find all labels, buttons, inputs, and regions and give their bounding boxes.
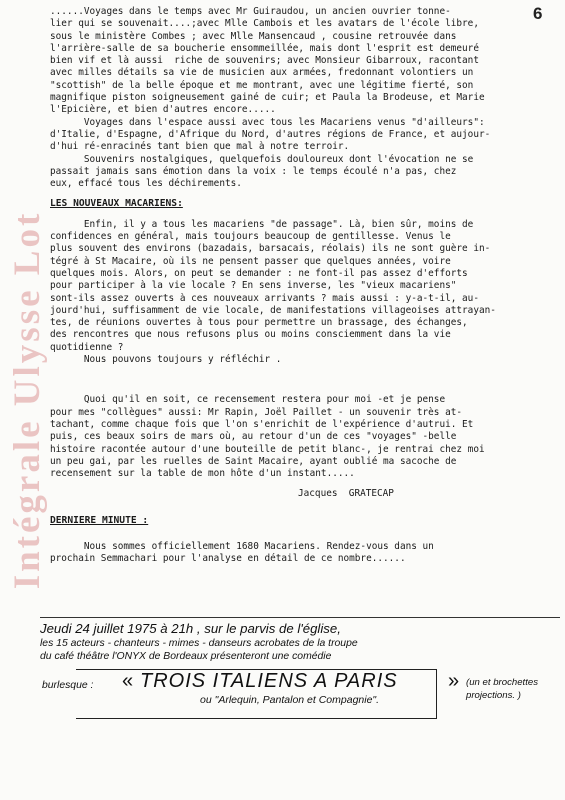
last-minute-heading: DERNIERE MINUTE : — [50, 514, 149, 526]
announcement-troupe-line: les 15 acteurs - chanteurs - mimes - danseurs acrobates de la troupe — [40, 638, 358, 649]
text-line: quotidienne ? — [50, 341, 124, 353]
text-line: confidences en général, mais toujours beaucoup de gentillesse. Venus le — [50, 231, 451, 243]
title-open-quote: « — [122, 670, 134, 692]
text-line: pour mes "collègues" aussi: Mr Rapin, Joël Paillet - un souvenir très at- — [50, 406, 463, 418]
text-line: recensement sur la table de mon hôte d'un instant..... — [50, 468, 355, 480]
text-line: d'hui ré-enracinés tant bien que mal à notre terroir. — [50, 141, 350, 153]
page-number: 6 — [533, 4, 543, 23]
text-line: eux, effacé tous les déchirements. — [50, 178, 242, 190]
side-note-line: (un et brochettes — [466, 677, 538, 688]
text-line: plus souvent des environs (bazadais, barsacais, réolais) ils ne sont guère in- — [50, 243, 491, 255]
text-line: tes, de réunions ouvertes à tous pour permettre un brassage, des échanges, — [50, 317, 468, 329]
text-line: l'arrière-salle de sa boucherie ensommeillée, mais dont l'esprit est demeuré — [50, 42, 479, 54]
paragraph-voyages-espace — [50, 117, 550, 154]
paragraph-derniere-minute — [50, 541, 550, 566]
text-line: ......Voyages dans le temps avec Mr Guiraudou, un ancien ouvrier tonne- — [50, 6, 451, 17]
side-note-line: projections. ) — [466, 690, 521, 701]
text-line: prochain Semmachari pour l'analyse en détail de ce nombre...... — [50, 553, 406, 565]
announcement-theatre-line: du café théâtre l'ONYX de Bordeaux présenteront une comédie — [40, 651, 332, 662]
text-line: lier qui se souvenait....;avec Mlle Cambois et les avatars de l'école libre, — [50, 18, 479, 30]
text-line: des rencontres que nous refusons plus ou moins consciemment dans la vie — [50, 329, 451, 341]
side-note — [466, 676, 562, 702]
text-line: puis, ces beaux soirs de mars où, au retour d'un de ces "voyages" -belle — [50, 431, 457, 443]
text-line: bien vif et là aussi riche de souvenirs; avec Monsieur Gibarroux, racontant — [50, 55, 479, 67]
text-line: jourd'hui, suffisamment de vie locale, de manifestations villageoises attrayan- — [50, 304, 496, 316]
text-line: Nous pouvons toujours y réfléchir . — [50, 354, 282, 366]
show-title: TROIS ITALIENS A PARIS — [140, 670, 398, 692]
text-line: tachant, comme chaque fois que l'on s'enrichit de l'expérience d'autrui. Et — [50, 418, 474, 430]
text-line: Souvenirs nostalgiques, quelquefois douloureux dont l'évocation ne se — [50, 153, 474, 165]
paragraph-nouveaux — [50, 219, 550, 354]
text-line: Nous sommes officiellement 1680 Macariens. Rendez-vous dans un — [50, 540, 434, 552]
section-heading: LES NOUVEAUX MACARIENS: — [50, 198, 183, 210]
paragraph-conclusion — [50, 394, 550, 480]
text-line: quelques mois. Alors, on peut se demander : ne font-il pas assez d'efforts — [50, 267, 468, 279]
text-line: d'Italie, d'Espagne, d'Afrique du Nord, d'autres régions de France, et aujour- — [50, 128, 491, 140]
text-line: Enfin, il y a tous les macariens "de passage". Là, bien sûr, moins de — [50, 218, 474, 230]
title-close-quote: » — [448, 670, 460, 692]
typed-body — [50, 6, 550, 566]
text-line: sont-ils assez ouverts à ces nouveaux arrivants ? mais aussi : y-a-t-il, au- — [50, 292, 479, 304]
text-line: magnifique piston soigneusement gainé de cuir; et Paula la Brodeuse, et Marie — [50, 92, 485, 104]
paragraph-voyages-temps — [50, 6, 550, 117]
text-line: sous le ministère Combes ; avec Mlle Mansencaud , cousine retrouvée dans — [50, 30, 457, 42]
text-line: pour participer à la vie locale ? En sens inverse, les "vieux macariens" — [50, 280, 457, 292]
watermark-text: Intégrale Ulysse Lot — [7, 210, 48, 590]
divider-line — [40, 617, 560, 618]
text-line: l'Epicière, et bien d'autres encore..... — [50, 104, 276, 116]
text-line: avec milles détails sa vie de musicien aux armées, fredonnant volontiers un — [50, 67, 474, 79]
paragraph-souvenirs — [50, 154, 550, 191]
text-line: un peu gai, par les ruelles de Saint Macaire, ayant oublié ma sacoche de — [50, 455, 457, 467]
announcement-genre-line: burlesque : — [42, 680, 94, 691]
signature: Jacques GRATECAP — [298, 488, 394, 500]
text-line: "scottish" de la belle époque et me montrant, avec une légitime fierté, son — [50, 79, 474, 91]
show-subtitle: ou "Arlequin, Pantalon et Compagnie". — [200, 694, 380, 706]
announcement-date-line: Jeudi 24 juillet 1975 à 21h , sur le parvis de l'église, — [40, 621, 341, 636]
text-line: passait jamais sans émotion dans la voix : le temps écoulé n'a pas, chez — [50, 165, 457, 177]
text-line: tégré à St Macaire, où ils ne pensent passer que quelques années, voire — [50, 255, 451, 267]
paragraph-reflechir — [50, 354, 550, 366]
text-line: histoire racontée autour d'une bouteille de petit blanc-, je rentrai chez moi — [50, 443, 485, 455]
text-line: Quoi qu'il en soit, ce recensement restera pour moi -et je pense — [50, 394, 446, 406]
text-line: Voyages dans l'espace aussi avec tous les Macariens venus "d'ailleurs": — [50, 116, 485, 128]
